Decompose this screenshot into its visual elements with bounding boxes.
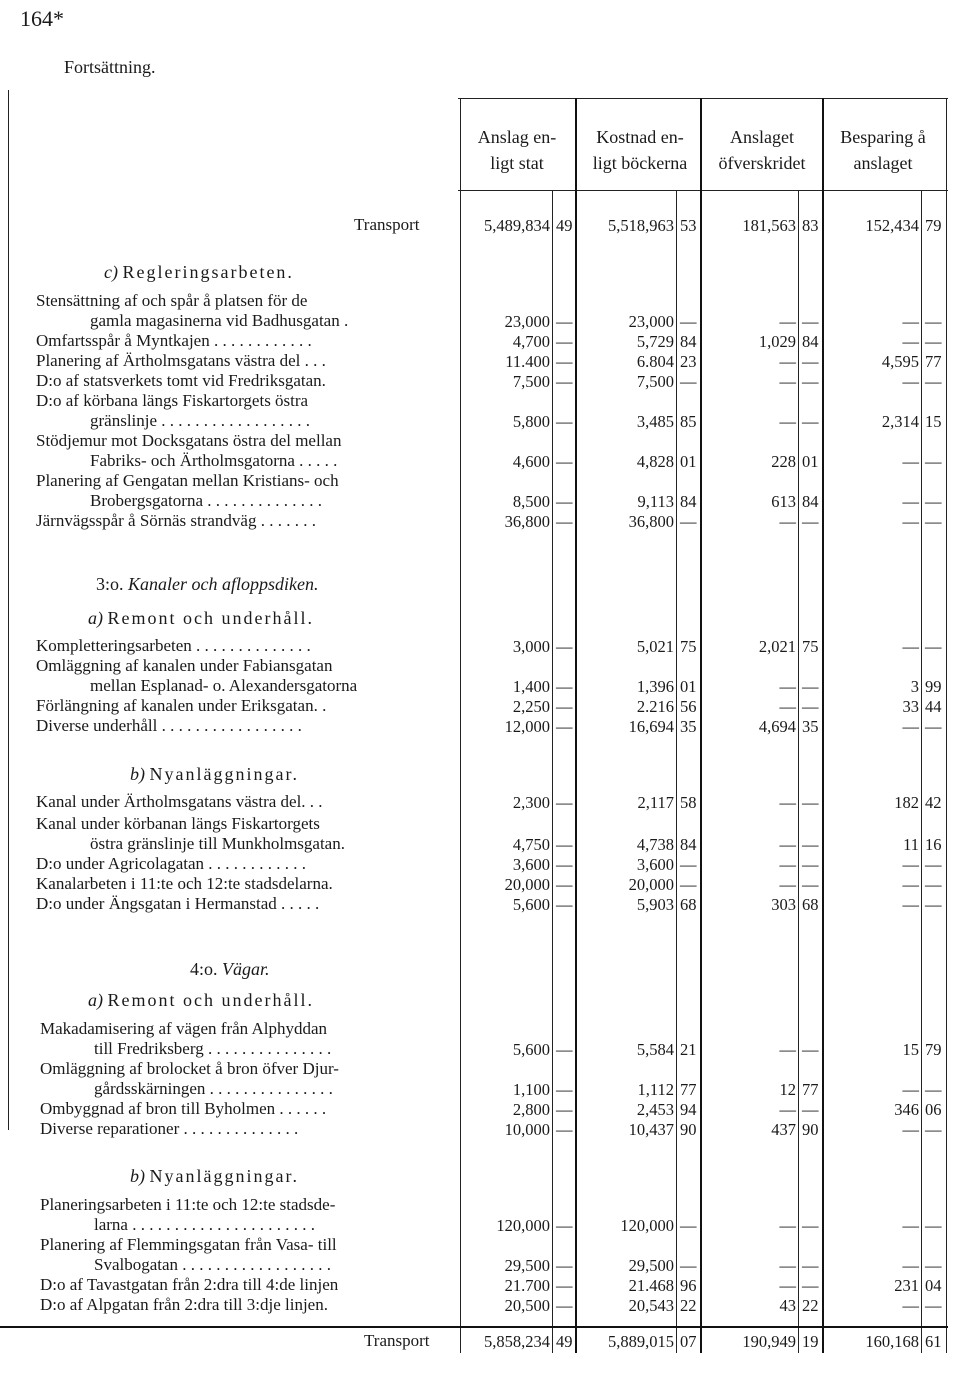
- row-12-col3-pennia: 35: [802, 717, 819, 736]
- row-5-col1-pennia: —: [556, 412, 573, 431]
- row-10-col4-pennia: 99: [925, 677, 942, 696]
- rule-col4-right: [946, 98, 947, 1353]
- row-8-col4-amount: —: [902, 512, 919, 531]
- row-15-col2-amount: 3,600: [636, 855, 674, 874]
- column-header-overskridet: Anslaget öfverskridet: [718, 127, 806, 173]
- row-19-col1-pennia: —: [556, 1080, 573, 1099]
- row-14-col1-pennia: —: [556, 835, 573, 854]
- page-number: 164*: [20, 6, 64, 31]
- row-4-col2-pennia: —: [680, 372, 697, 391]
- rule-col4-split: [921, 190, 922, 1353]
- row-5-col2-amount: 3,485: [636, 412, 674, 431]
- rule-col1-left: [460, 98, 461, 1353]
- row-1-description-line: gamla magasinerna vid Badhusgatan .: [90, 311, 349, 330]
- transport-top-col1-pennia: 49: [556, 216, 573, 235]
- row-6-col1-amount: 4,600: [512, 452, 550, 471]
- transport-top-col3-amount: 181,563: [742, 216, 796, 235]
- row-2-col2-pennia: 84: [680, 332, 697, 351]
- row-20-col4-pennia: 06: [925, 1100, 942, 1119]
- row-4-col1-amount: 7,500: [512, 372, 550, 391]
- transport-bottom-col4-amount: 160,168: [865, 1332, 919, 1351]
- row-1-col4-pennia: —: [925, 312, 942, 331]
- row-12-col4-pennia: —: [925, 717, 942, 736]
- row-25-col1-pennia: —: [556, 1296, 573, 1315]
- row-13-col4-amount: 182: [894, 793, 919, 812]
- row-15-col1-amount: 3,600: [512, 855, 550, 874]
- row-8-col2-pennia: —: [680, 512, 697, 531]
- row-5-col4-pennia: 15: [925, 412, 942, 431]
- row-20-col1-amount: 2,800: [512, 1100, 550, 1119]
- transport-bottom-col4-pennia: 61: [925, 1332, 942, 1351]
- row-3-description-line: Planering af Ärtholmsgatans västra del . . .: [36, 351, 326, 370]
- row-10-col4-amount: 3: [910, 677, 919, 696]
- row-1-description-line: Stensättning af och spår å platsen för de: [36, 291, 308, 310]
- row-18-col2-amount: 5,584: [636, 1040, 674, 1059]
- row-5-description-line: D:o af körbana längs Fiskartorgets östra: [36, 391, 309, 410]
- row-8-col3-pennia: —: [802, 512, 819, 531]
- row-18-description-line: Makadamisering af vägen från Alphyddan: [40, 1019, 328, 1038]
- row-25-col4-amount: —: [902, 1296, 919, 1315]
- row-11-col3-pennia: —: [802, 697, 819, 716]
- row-2-col2-amount: 5,729: [636, 332, 674, 351]
- row-25-col3-pennia: 22: [802, 1296, 819, 1315]
- row-10-col2-amount: 1,396: [636, 677, 674, 696]
- row-16-col4-amount: —: [902, 875, 919, 894]
- column-header-anslag: Anslag en- ligt stat: [477, 127, 557, 173]
- row-1-col2-pennia: —: [680, 312, 697, 331]
- row-16-col3-pennia: —: [802, 875, 819, 894]
- row-13-description-line: Kanal under Ärtholmsgatans västra del. . .: [36, 792, 323, 811]
- row-11-col2-amount: 2.216: [636, 697, 674, 716]
- row-6-col1-pennia: —: [556, 452, 573, 471]
- row-5-col1-amount: 5,800: [512, 412, 550, 431]
- row-22-col1-amount: 120,000: [496, 1216, 550, 1235]
- row-23-col3-pennia: —: [802, 1256, 819, 1275]
- row-22-col3-amount: —: [779, 1216, 796, 1235]
- row-13-col3-amount: —: [779, 793, 796, 812]
- row-14-description-line: Kanal under körbanan längs Fiskartorgets: [36, 814, 320, 833]
- heading-vagar: 4:o. Vägar.: [190, 959, 270, 979]
- row-14-description-line: östra gränslinje till Munkholmsgatan.: [90, 834, 345, 853]
- row-3-col1-amount: 11.400: [505, 352, 550, 371]
- row-18-col4-pennia: 79: [925, 1040, 942, 1059]
- row-22-col4-pennia: —: [925, 1216, 942, 1235]
- row-8-col3-amount: —: [779, 512, 796, 531]
- row-12-col3-amount: 4,694: [758, 717, 796, 736]
- row-15-col4-pennia: —: [925, 855, 942, 874]
- row-22-col3-pennia: —: [802, 1216, 819, 1235]
- row-20-col4-amount: 346: [894, 1100, 919, 1119]
- row-4-col3-pennia: —: [802, 372, 819, 391]
- row-18-col3-pennia: —: [802, 1040, 819, 1059]
- row-5-col2-pennia: 85: [680, 412, 697, 431]
- transport-top-col2-amount: 5,518,963: [608, 216, 674, 235]
- transport-top-col2-pennia: 53: [680, 216, 697, 235]
- row-16-col3-amount: —: [779, 875, 796, 894]
- row-10-col3-pennia: —: [802, 677, 819, 696]
- transport-bottom-col1-amount: 5,858,234: [484, 1332, 550, 1351]
- row-12-col2-pennia: 35: [680, 717, 697, 736]
- row-8-col2-amount: 36,800: [628, 512, 674, 531]
- heading-kanaler-nyanlaggningar: b) Nyanläggningar.: [130, 764, 299, 784]
- transport-top-label: Transport: [354, 215, 420, 234]
- row-24-col1-amount: 21.700: [504, 1276, 550, 1295]
- row-13-col3-pennia: —: [802, 793, 819, 812]
- row-14-col2-amount: 4,738: [636, 835, 674, 854]
- transport-bottom-col1-pennia: 49: [556, 1332, 573, 1351]
- row-20-col3-pennia: —: [802, 1100, 819, 1119]
- row-13-col1-pennia: —: [556, 793, 573, 812]
- row-2-col4-pennia: —: [925, 332, 942, 351]
- row-17-col4-amount: —: [902, 895, 919, 914]
- row-24-col1-pennia: —: [556, 1276, 573, 1295]
- row-17-col1-amount: 5,600: [512, 895, 550, 914]
- row-21-col4-amount: —: [902, 1120, 919, 1139]
- row-3-col3-amount: —: [779, 352, 796, 371]
- row-9-col4-amount: —: [902, 637, 919, 656]
- row-4-col4-amount: —: [902, 372, 919, 391]
- row-17-col4-pennia: —: [925, 895, 942, 914]
- row-7-col3-amount: 613: [771, 492, 796, 511]
- row-5-col3-pennia: —: [802, 412, 819, 431]
- row-4-col1-pennia: —: [556, 372, 573, 391]
- row-18-col2-pennia: 21: [680, 1040, 697, 1059]
- row-14-col2-pennia: 84: [680, 835, 697, 854]
- row-15-description-line: D:o under Agricolagatan . . . . . . . . . . . .: [36, 854, 307, 873]
- transport-bottom-col3-pennia: 19: [802, 1332, 819, 1351]
- heading-regleringsarbeten: c) Regleringsarbeten.: [104, 262, 294, 282]
- row-24-col4-pennia: 04: [925, 1276, 942, 1295]
- row-16-description-line: Kanalarbeten i 11:te och 12:te stadsdelarna.: [36, 874, 333, 893]
- row-23-col4-amount: —: [902, 1256, 919, 1275]
- row-21-col1-pennia: —: [556, 1120, 573, 1139]
- row-7-description-line: Planering af Gengatan mellan Kristians- och: [36, 471, 339, 490]
- transport-top-col1-amount: 5,489,834: [484, 216, 550, 235]
- row-3-col2-pennia: 23: [680, 352, 697, 371]
- row-12-col4-amount: —: [902, 717, 919, 736]
- row-10-col1-amount: 1,400: [512, 677, 550, 696]
- row-18-col4-amount: 15: [902, 1040, 919, 1059]
- row-6-col3-amount: 228: [771, 452, 796, 471]
- row-6-col3-pennia: 01: [802, 452, 819, 471]
- row-25-col3-amount: 43: [779, 1296, 796, 1315]
- row-21-col3-amount: 437: [771, 1120, 796, 1139]
- transport-bottom-col2-amount: 5,889,015: [608, 1332, 674, 1351]
- row-21-col4-pennia: —: [925, 1120, 942, 1139]
- row-22-col4-amount: —: [902, 1216, 919, 1235]
- row-15-col1-pennia: —: [556, 855, 573, 874]
- row-10-col1-pennia: —: [556, 677, 573, 696]
- row-25-col2-amount: 20,543: [628, 1296, 674, 1315]
- row-4-description-line: D:o af statsverkets tomt vid Fredriksgatan.: [36, 371, 326, 390]
- rule-col3-right: [822, 98, 824, 1353]
- row-19-col3-pennia: 77: [802, 1080, 819, 1099]
- row-14-col3-pennia: —: [802, 835, 819, 854]
- rule-col1-split: [552, 190, 553, 1353]
- row-7-col2-pennia: 84: [680, 492, 697, 511]
- row-4-col2-amount: 7,500: [636, 372, 674, 391]
- row-21-col2-amount: 10,437: [628, 1120, 674, 1139]
- row-4-col3-amount: —: [779, 372, 796, 391]
- row-13-col2-amount: 2,117: [637, 793, 674, 812]
- row-22-col2-amount: 120,000: [620, 1216, 674, 1235]
- row-2-col4-amount: —: [902, 332, 919, 351]
- row-25-col4-pennia: —: [925, 1296, 942, 1315]
- row-20-description-line: Ombyggnad af bron till Byholmen . . . . . .: [40, 1099, 327, 1118]
- continuation-label: Fortsättning.: [64, 57, 156, 77]
- row-18-col3-amount: —: [779, 1040, 796, 1059]
- row-25-col2-pennia: 22: [680, 1296, 697, 1315]
- row-11-col1-amount: 2,250: [512, 697, 550, 716]
- row-21-col3-pennia: 90: [802, 1120, 819, 1139]
- row-4-col4-pennia: —: [925, 372, 942, 391]
- row-15-col3-amount: —: [779, 855, 796, 874]
- row-25-col1-amount: 20,500: [504, 1296, 550, 1315]
- row-17-col3-pennia: 68: [802, 895, 819, 914]
- row-2-col1-pennia: —: [556, 332, 573, 351]
- row-17-col3-amount: 303: [771, 895, 796, 914]
- row-5-description-line: gränslinje . . . . . . . . . . . . . . . . . .: [90, 411, 311, 430]
- row-19-description-line: gårdsskärningen . . . . . . . . . . . . . . .: [94, 1079, 333, 1098]
- rule-header-bottom: [458, 190, 948, 191]
- row-6-description-line: Stödjemur mot Docksgatans östra del mellan: [36, 431, 342, 450]
- row-1-col3-pennia: —: [802, 312, 819, 331]
- column-header-kostnad: Kostnad en- ligt böckerna: [592, 127, 688, 173]
- row-8-col4-pennia: —: [925, 512, 942, 531]
- row-14-col1-amount: 4,750: [512, 835, 550, 854]
- row-14-col3-amount: —: [779, 835, 796, 854]
- row-17-description-line: D:o under Ängsgatan i Hermanstad . . . . .: [36, 894, 320, 913]
- row-9-col2-pennia: 75: [680, 637, 697, 656]
- row-7-description-line: Brobergsgatorna . . . . . . . . . . . . . .: [90, 491, 322, 510]
- rule-col2-split: [676, 190, 677, 1353]
- row-2-col3-amount: 1,029: [758, 332, 796, 351]
- row-6-description-line: Fabriks- och Ärtholmsgatorna . . . . .: [90, 451, 338, 470]
- row-22-col1-pennia: —: [556, 1216, 573, 1235]
- row-9-description-line: Kompletteringsarbeten . . . . . . . . . . . . . .: [36, 636, 311, 655]
- row-11-col3-amount: —: [779, 697, 796, 716]
- row-13-col2-pennia: 58: [680, 793, 697, 812]
- row-23-col4-pennia: —: [925, 1256, 942, 1275]
- row-8-description-line: Järnvägsspår å Sörnäs strandväg . . . . . . .: [36, 511, 316, 530]
- row-21-col1-amount: 10,000: [504, 1120, 550, 1139]
- row-19-col1-amount: 1,100: [512, 1080, 550, 1099]
- transport-bottom-col2-pennia: 07: [680, 1332, 697, 1351]
- row-16-col2-pennia: —: [680, 875, 697, 894]
- row-12-col2-amount: 16,694: [628, 717, 674, 736]
- row-5-col3-amount: —: [779, 412, 796, 431]
- row-7-col2-amount: 9,113: [637, 492, 674, 511]
- row-13-col1-amount: 2,300: [512, 793, 550, 812]
- row-6-col4-amount: —: [902, 452, 919, 471]
- transport-bottom-label: Transport: [364, 1331, 430, 1350]
- row-9-col3-amount: 2,021: [758, 637, 796, 656]
- row-10-description-line: mellan Esplanad- o. Alexandersgatorna: [90, 676, 358, 695]
- row-16-col1-amount: 20,000: [504, 875, 550, 894]
- row-21-col2-pennia: 90: [680, 1120, 697, 1139]
- row-7-col1-amount: 8,500: [512, 492, 550, 511]
- row-24-col2-amount: 21.468: [628, 1276, 674, 1295]
- row-19-description-line: Omläggning af brolocket å bron öfver Djur-: [40, 1059, 339, 1078]
- row-16-col2-amount: 20,000: [628, 875, 674, 894]
- row-3-col4-amount: 4,595: [881, 352, 919, 371]
- row-7-col4-amount: —: [902, 492, 919, 511]
- row-1-col1-amount: 23,000: [504, 312, 550, 331]
- row-5-col4-amount: 2,314: [881, 412, 919, 431]
- row-12-col1-pennia: —: [556, 717, 573, 736]
- row-11-col1-pennia: —: [556, 697, 573, 716]
- row-17-col2-amount: 5,903: [636, 895, 674, 914]
- row-9-col4-pennia: —: [925, 637, 942, 656]
- row-20-col2-amount: 2,453: [636, 1100, 674, 1119]
- row-10-col3-amount: —: [779, 677, 796, 696]
- row-23-col1-amount: 29,500: [504, 1256, 550, 1275]
- row-15-col2-pennia: —: [680, 855, 697, 874]
- row-19-col4-pennia: —: [925, 1080, 942, 1099]
- row-19-col3-amount: 12: [779, 1080, 796, 1099]
- row-12-description-line: Diverse underhåll . . . . . . . . . . . . . . . . .: [36, 716, 302, 735]
- row-3-col4-pennia: 77: [925, 352, 942, 371]
- row-6-col2-amount: 4,828: [636, 452, 674, 471]
- row-14-col4-pennia: 16: [925, 835, 942, 854]
- row-7-col1-pennia: —: [556, 492, 573, 511]
- transport-top-col3-pennia: 83: [802, 216, 819, 235]
- row-1-col2-amount: 23,000: [628, 312, 674, 331]
- row-1-col1-pennia: —: [556, 312, 573, 331]
- row-10-description-line: Omläggning af kanalen under Fabiansgatan: [36, 656, 333, 675]
- row-24-col3-amount: —: [779, 1276, 796, 1295]
- row-9-col2-amount: 5,021: [636, 637, 674, 656]
- row-8-col1-pennia: —: [556, 512, 573, 531]
- transport-bottom-col3-amount: 190,949: [742, 1332, 796, 1351]
- heading-kanaler-remont: a) Remont och underhåll.: [88, 608, 314, 628]
- row-19-col4-amount: —: [902, 1080, 919, 1099]
- heading-kanaler: 3:o. Kanaler och afloppsdiken.: [96, 574, 319, 594]
- row-23-col1-pennia: —: [556, 1256, 573, 1275]
- row-9-col1-pennia: —: [556, 637, 573, 656]
- column-header-besparing: Besparing å anslaget: [840, 127, 926, 173]
- row-1-col4-amount: —: [902, 312, 919, 331]
- row-7-col4-pennia: —: [925, 492, 942, 511]
- row-11-col4-amount: 33: [902, 697, 919, 716]
- row-19-col2-amount: 1,112: [637, 1080, 674, 1099]
- row-22-description-line: Planeringsarbeten i 11:te och 12:te stadsde-: [40, 1195, 336, 1214]
- row-20-col3-amount: —: [779, 1100, 796, 1119]
- row-24-description-line: D:o af Tavastgatan från 2:dra till 4:de linjen: [40, 1275, 339, 1294]
- rule-header-top: [458, 98, 948, 99]
- rule-left-margin: [8, 90, 9, 1130]
- row-6-col4-pennia: —: [925, 452, 942, 471]
- row-21-description-line: Diverse reparationer . . . . . . . . . . . . . .: [40, 1119, 299, 1138]
- row-23-col2-amount: 29,500: [628, 1256, 674, 1275]
- row-23-description-line: Svalbogatan . . . . . . . . . . . . . . . . . .: [94, 1255, 332, 1274]
- heading-vagar-nyanlaggningar: b) Nyanläggningar.: [130, 1166, 299, 1186]
- row-2-col1-amount: 4,700: [512, 332, 550, 351]
- row-23-col3-amount: —: [779, 1256, 796, 1275]
- row-17-col1-pennia: —: [556, 895, 573, 914]
- row-15-col3-pennia: —: [802, 855, 819, 874]
- row-18-col1-pennia: —: [556, 1040, 573, 1059]
- row-7-col3-pennia: 84: [802, 492, 819, 511]
- row-3-col1-pennia: —: [556, 352, 573, 371]
- row-9-col3-pennia: 75: [802, 637, 819, 656]
- row-22-col2-pennia: —: [680, 1216, 697, 1235]
- row-24-col3-pennia: —: [802, 1276, 819, 1295]
- row-11-col4-pennia: 44: [925, 697, 942, 716]
- transport-top-col4-pennia: 79: [925, 216, 942, 235]
- row-10-col2-pennia: 01: [680, 677, 697, 696]
- row-9-col1-amount: 3,000: [512, 637, 550, 656]
- row-22-description-line: larna . . . . . . . . . . . . . . . . . . . . . .: [94, 1215, 315, 1234]
- rule-col1-right: [575, 98, 577, 1353]
- heading-vagar-remont: a) Remont och underhåll.: [88, 990, 314, 1010]
- rule-col2-right: [700, 98, 702, 1353]
- row-11-description-line: Förlängning af kanalen under Eriksgatan. .: [36, 696, 327, 715]
- row-16-col4-pennia: —: [925, 875, 942, 894]
- row-6-col2-pennia: 01: [680, 452, 697, 471]
- row-1-col3-amount: —: [779, 312, 796, 331]
- row-2-description-line: Omfartsspår å Myntkajen . . . . . . . . . . . .: [36, 331, 312, 350]
- row-20-col2-pennia: 94: [680, 1100, 697, 1119]
- row-12-col1-amount: 12,000: [504, 717, 550, 736]
- row-3-col2-amount: 6.804: [636, 352, 674, 371]
- row-23-col2-pennia: —: [680, 1256, 697, 1275]
- row-3-col3-pennia: —: [802, 352, 819, 371]
- row-16-col1-pennia: —: [556, 875, 573, 894]
- row-18-description-line: till Fredriksberg . . . . . . . . . . . . . . .: [94, 1039, 332, 1058]
- row-14-col4-amount: 11: [903, 835, 919, 854]
- row-17-col2-pennia: 68: [680, 895, 697, 914]
- row-8-col1-amount: 36,800: [504, 512, 550, 531]
- row-11-col2-pennia: 56: [680, 697, 697, 716]
- row-19-col2-pennia: 77: [680, 1080, 697, 1099]
- row-20-col1-pennia: —: [556, 1100, 573, 1119]
- row-23-description-line: Planering af Flemmingsgatan från Vasa- till: [40, 1235, 337, 1254]
- row-25-description-line: D:o af Alpgatan från 2:dra till 3:dje linjen.: [40, 1295, 328, 1314]
- rule-col3-split: [798, 190, 799, 1353]
- row-24-col2-pennia: 96: [680, 1276, 697, 1295]
- row-18-col1-amount: 5,600: [512, 1040, 550, 1059]
- row-15-col4-amount: —: [902, 855, 919, 874]
- row-24-col4-amount: 231: [894, 1276, 919, 1295]
- row-13-col4-pennia: 42: [925, 793, 942, 812]
- row-2-col3-pennia: 84: [802, 332, 819, 351]
- transport-top-col4-amount: 152,434: [865, 216, 919, 235]
- rule-transport-bottom: [0, 1326, 948, 1328]
